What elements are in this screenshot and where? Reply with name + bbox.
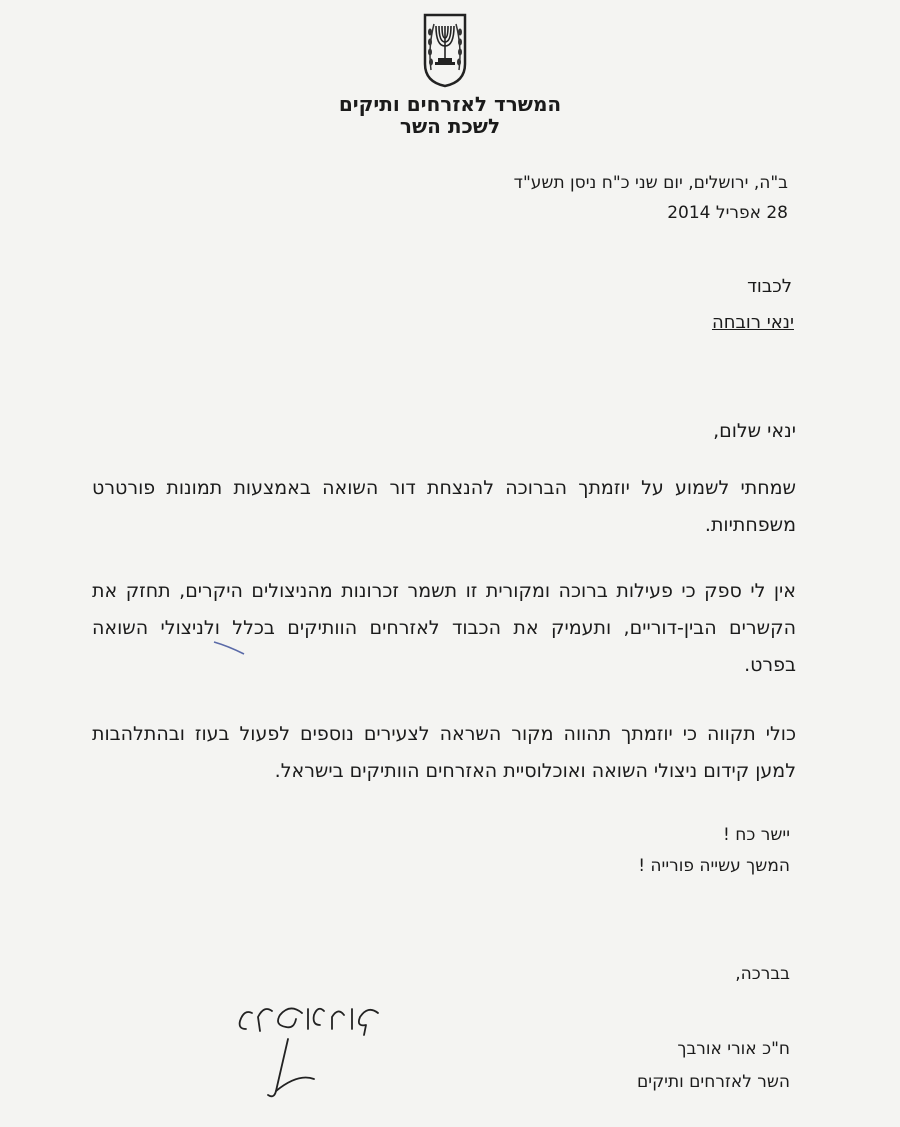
hebrew-date: ב"ה, ירושלים, יום שני כ"ח ניסן תשע"ד: [513, 173, 788, 193]
ministry-title: המשרד לאזרחים ותיקים: [338, 92, 562, 116]
signer-role: השר לאזרחים ותיקים: [637, 1072, 790, 1092]
recipient-salutation: לכבוד: [747, 276, 792, 297]
blessing: בברכה,: [735, 964, 790, 984]
handwritten-signature: [228, 995, 398, 1110]
recipient-name: ינאי רובחה: [711, 312, 794, 333]
closing-line-1: יישר כח !: [723, 825, 790, 845]
pen-mark: [210, 638, 250, 658]
greeting: ינאי שלום,: [713, 420, 796, 442]
office-title: לשכת השר: [399, 114, 501, 138]
paragraph-2: אין לי ספק כי פעילות ברוכה ומקורית זו תשמר זכרונות מהניצולים היקרים, תחזק את הקשרים הבין-דוריים, ותעמיק את הכבוד לאזרחים הוותיקים בכלל ולניצולי השואה בפרט.: [92, 580, 796, 676]
paragraph-1: שמחתי לשמוע על יוזמתך הברוכה להנצחת דור השואה באמצעות תמונות פורטרט משפחתיות.: [92, 477, 796, 536]
closing-line-2: המשך עשייה פורייה !: [638, 856, 790, 876]
paragraph-3: כולי תקווה כי יוזמתך תהווה מקור השראה לצעירים נוספים לפעול בעוז ובהתלהבות למען קידום ניצולי השואה ואוכלוסיית האזרחים הוותיקים בישראל.: [92, 723, 796, 782]
signer-name: ח"כ אורי אורבך: [677, 1039, 790, 1059]
gregorian-date: 28 אפריל 2014: [667, 203, 788, 223]
emblem-of-israel-icon: [422, 12, 468, 88]
